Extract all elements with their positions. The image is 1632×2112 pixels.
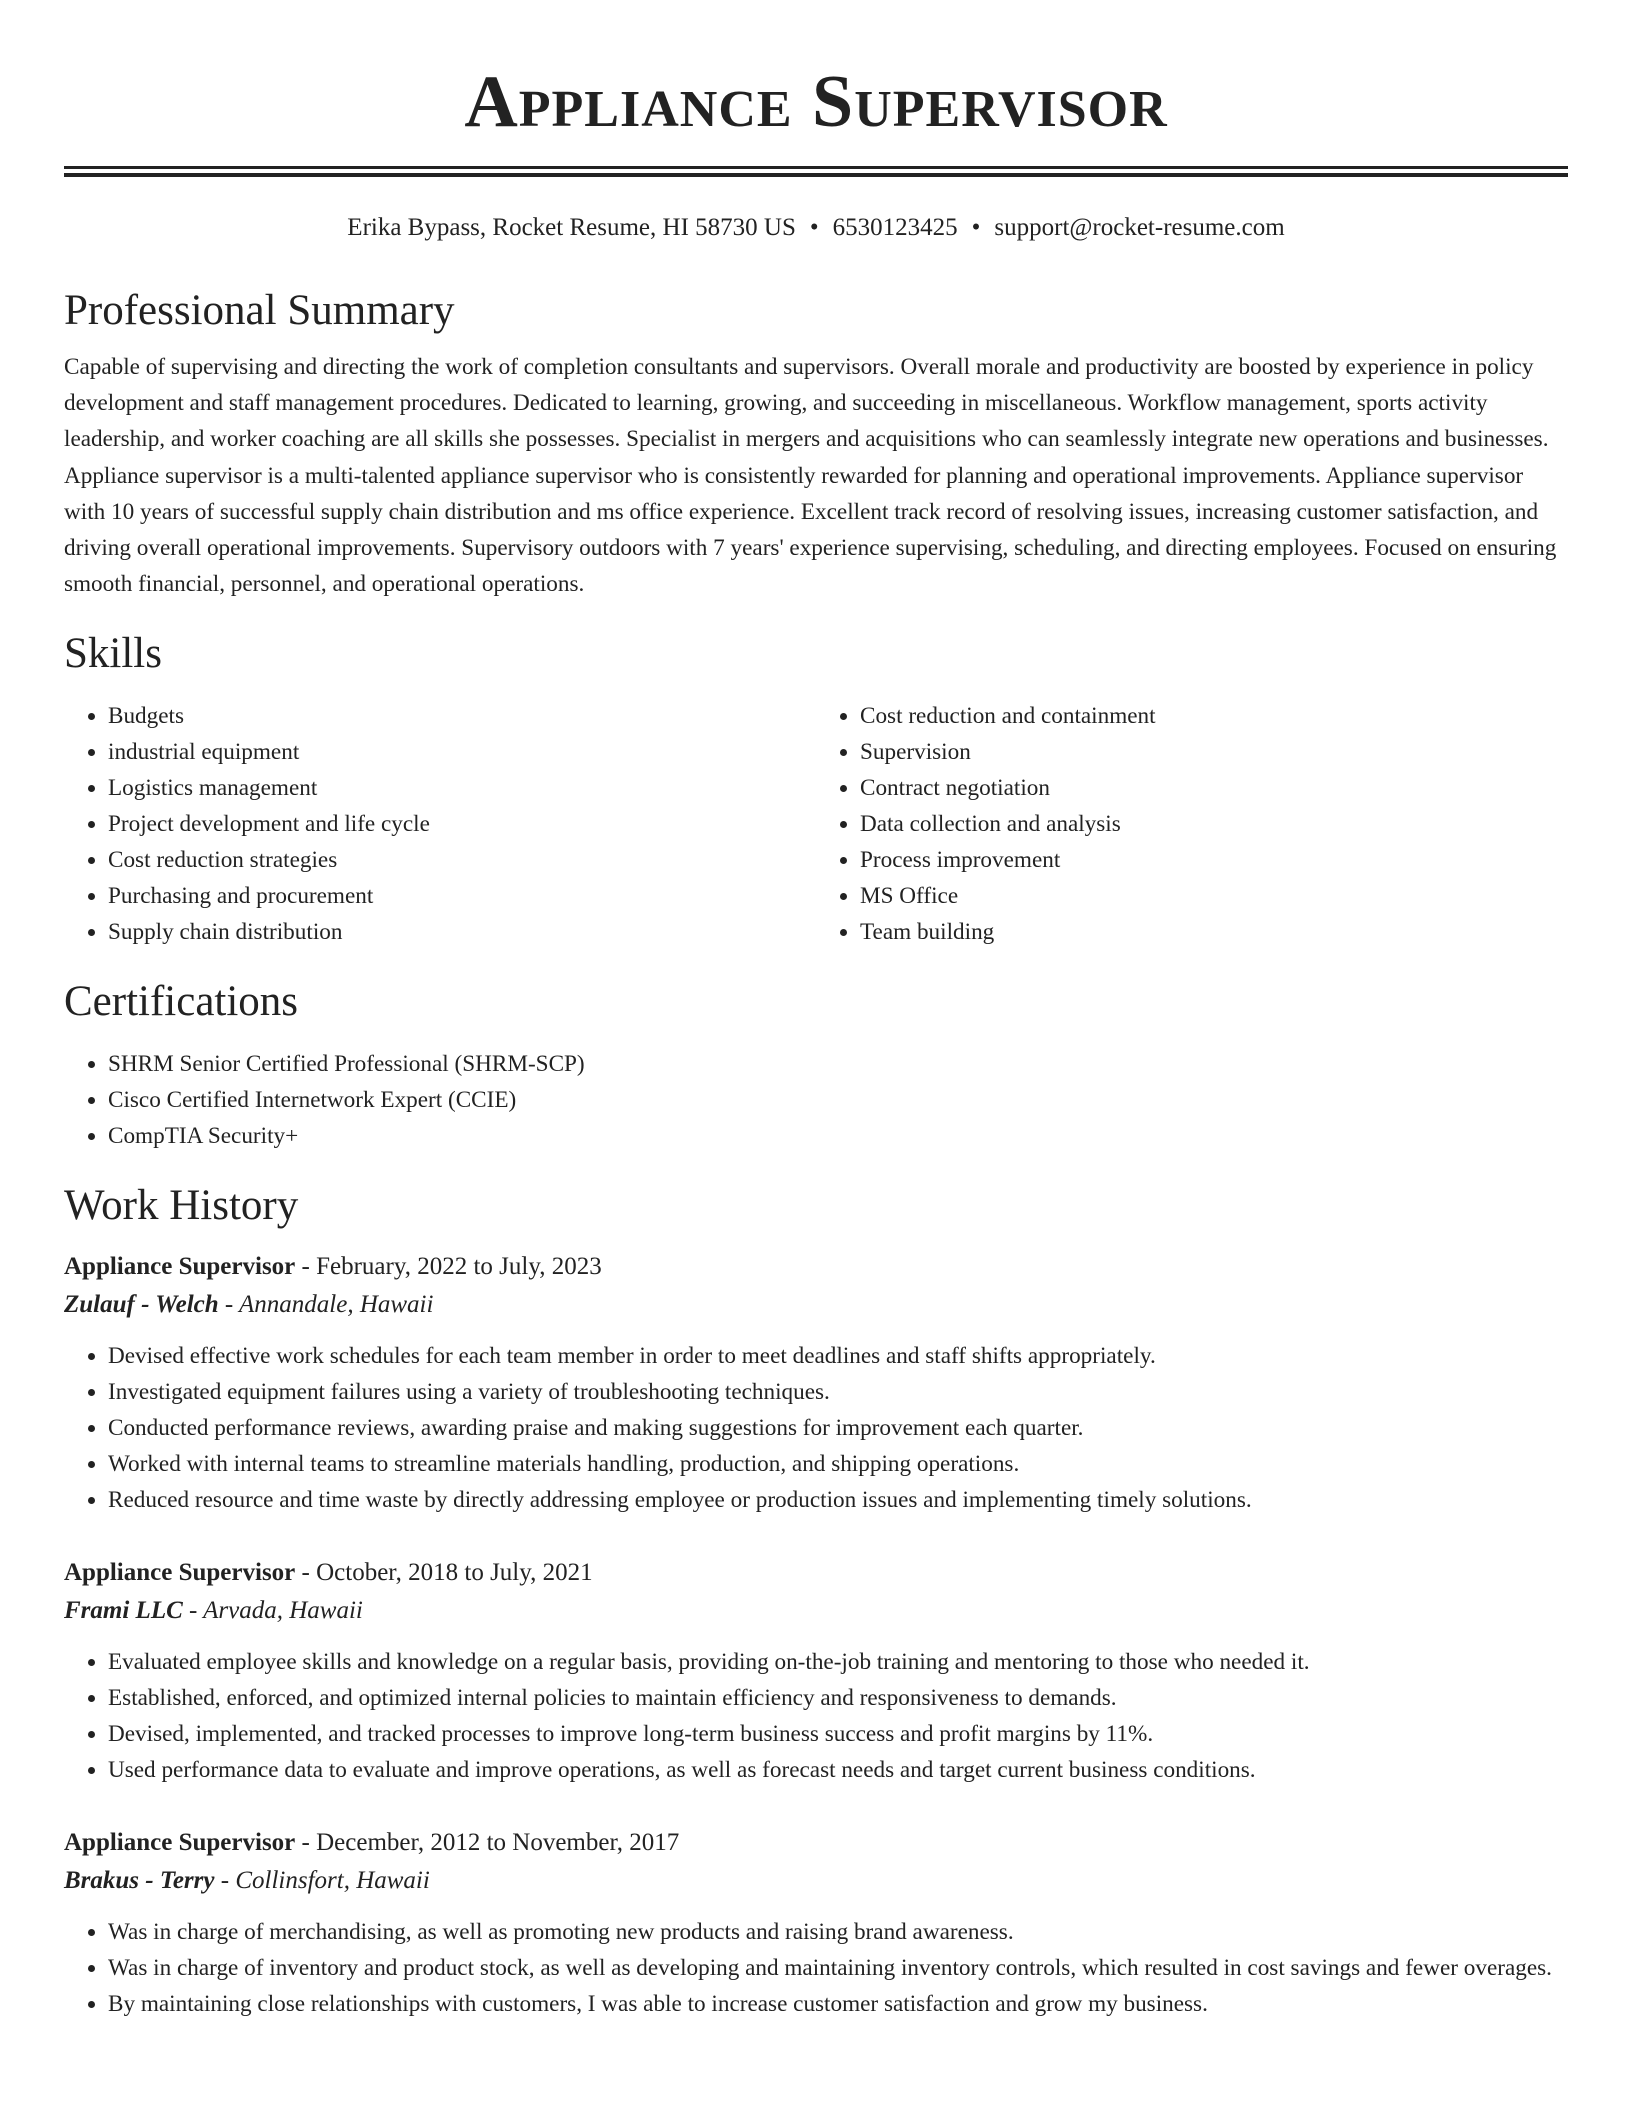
job-bullet: • Established, enforced, and optimized internal policies to maintain efficiency and responsiveness to demands. bbox=[108, 1680, 1568, 1716]
job-bullets bbox=[64, 1914, 1568, 2022]
job-dates: December, 2012 to November, 2017 bbox=[316, 1829, 680, 1857]
title-divider bbox=[64, 166, 1568, 177]
job-title: Appliance Supervisor bbox=[64, 1253, 296, 1281]
job-employer bbox=[64, 1862, 1568, 1900]
skill-item: • Data collection and analysis bbox=[860, 806, 1568, 842]
contact-line bbox=[64, 211, 1568, 245]
dash: - bbox=[295, 1253, 317, 1281]
job-title: Appliance Supervisor bbox=[64, 1829, 296, 1857]
job-bullet: • Was in charge of merchandising, as well as promoting new products and raising brand awareness. bbox=[108, 1914, 1568, 1950]
job-location: Annandale, Hawaii bbox=[239, 1291, 434, 1319]
skills-list-right bbox=[816, 698, 1568, 950]
job-bullet: • Investigated equipment failures using a variety of troubleshooting techniques. bbox=[108, 1374, 1568, 1410]
skills-list-left bbox=[64, 698, 816, 950]
certifications-heading: Certifications bbox=[64, 978, 299, 1026]
summary-heading: Professional Summary bbox=[64, 287, 455, 334]
skill-item: • Project development and life cycle bbox=[108, 806, 816, 842]
skill-item: • Logistics management bbox=[108, 770, 816, 806]
skills-heading: Skills bbox=[64, 630, 162, 678]
job-bullet: • Devised effective work schedules for each team member in order to meet deadlines and staff shifts appropriately. bbox=[108, 1338, 1568, 1374]
job-company: Zulauf - Welch bbox=[64, 1291, 219, 1319]
skill-item: • Budgets bbox=[108, 698, 816, 734]
certification-item: • SHRM Senior Certified Professional (SHRM-SCP) bbox=[108, 1046, 1568, 1082]
job-location: Collinsfort, Hawaii bbox=[235, 1867, 430, 1895]
skill-item: • Process improvement bbox=[860, 842, 1568, 878]
skill-item: • Purchasing and procurement bbox=[108, 878, 816, 914]
dash: - bbox=[214, 1867, 236, 1895]
dash: - bbox=[218, 1291, 240, 1319]
skill-item: • industrial equipment bbox=[108, 734, 816, 770]
job-dates: October, 2018 to July, 2021 bbox=[316, 1559, 593, 1587]
job-location: Arvada, Hawaii bbox=[203, 1597, 363, 1625]
summary-text: Capable of supervising and directing the work of completion consultants and supervisors. Overall morale and productivity are boosted by experience in policy development and staff management procedures. Dedicated to learning, growing, and succeeding in miscellaneous. Workflow management, sports activity leadership, and worker coaching are all skills she possesses. Specialist in mergers and acquisitions who can seamlessly integrate new operations and businesses. Appliance supervisor is a multi-talented appliance supervisor who is consistently rewarded for planning and operational improvements. Appliance supervisor with 10 years of successful supply chain distribution and ms office experience. Excellent track record of resolving issues, increasing customer satisfaction, and driving overall operational improvements. Supervisory outdoors with 7 years' experience supervising, scheduling, and directing employees. Focused on ensuring smooth financial, personnel, and operational operations. bbox=[64, 354, 1557, 598]
skill-item: • Supervision bbox=[860, 734, 1568, 770]
job-header bbox=[64, 1554, 1568, 1592]
job-bullet: • Conducted performance reviews, awarding praise and making suggestions for improvement each quarter. bbox=[108, 1410, 1568, 1446]
job-entry bbox=[64, 1554, 1568, 1788]
skill-item: • Cost reduction strategies bbox=[108, 842, 816, 878]
contact-separator: • bbox=[971, 214, 981, 241]
skill-item: • Supply chain distribution bbox=[108, 914, 816, 950]
skills-columns bbox=[64, 698, 1568, 950]
job-header bbox=[64, 1824, 1568, 1862]
dash: - bbox=[295, 1559, 317, 1587]
work-history-heading: Work History bbox=[64, 1182, 299, 1230]
job-bullets bbox=[64, 1644, 1568, 1788]
resume-title: Appliance Supervisor bbox=[464, 61, 1168, 143]
job-bullet: • Devised, implemented, and tracked processes to improve long-term business success and profit margins by 11%. bbox=[108, 1716, 1568, 1752]
certification-item: • CompTIA Security+ bbox=[108, 1118, 1568, 1154]
skill-item: • MS Office bbox=[860, 878, 1568, 914]
skill-item: • Team building bbox=[860, 914, 1568, 950]
job-entry bbox=[64, 1824, 1568, 2022]
job-bullet: • Was in charge of inventory and product stock, as well as developing and maintaining inventory controls, which resulted in cost savings and fewer overages. bbox=[108, 1950, 1568, 1986]
certification-item: • Cisco Certified Internetwork Expert (CCIE) bbox=[108, 1082, 1568, 1118]
job-title: Appliance Supervisor bbox=[64, 1559, 296, 1587]
contact-email[interactable]: support@rocket-resume.com bbox=[994, 214, 1285, 241]
job-dates: February, 2022 to July, 2023 bbox=[316, 1253, 602, 1281]
skill-item: • Cost reduction and containment bbox=[860, 698, 1568, 734]
job-bullet: • Worked with internal teams to streamline materials handling, production, and shipping operations. bbox=[108, 1446, 1568, 1482]
job-company: Frami LLC bbox=[64, 1597, 183, 1625]
job-bullet: • By maintaining close relationships with customers, I was able to increase customer satisfaction and grow my business. bbox=[108, 1986, 1568, 2022]
job-employer bbox=[64, 1286, 1568, 1324]
skill-item: • Contract negotiation bbox=[860, 770, 1568, 806]
contact-separator: • bbox=[809, 214, 819, 241]
contact-phone: 6530123425 bbox=[832, 214, 958, 241]
job-bullet: • Evaluated employee skills and knowledge on a regular basis, providing on-the-job training and mentoring to those who needed it. bbox=[108, 1644, 1568, 1680]
job-bullet: • Used performance data to evaluate and improve operations, as well as forecast needs and target current business conditions. bbox=[108, 1752, 1568, 1788]
job-company: Brakus - Terry bbox=[64, 1867, 215, 1895]
job-bullets bbox=[64, 1338, 1568, 1518]
job-bullet: • Reduced resource and time waste by directly addressing employee or production issues and implementing timely solutions. bbox=[108, 1482, 1568, 1518]
dash: - bbox=[182, 1597, 204, 1625]
job-employer bbox=[64, 1592, 1568, 1630]
job-header bbox=[64, 1248, 1568, 1286]
certifications-list bbox=[64, 1046, 1568, 1154]
job-entry bbox=[64, 1248, 1568, 1518]
contact-address: Erika Bypass, Rocket Resume, HI 58730 US bbox=[347, 214, 796, 241]
dash: - bbox=[295, 1829, 317, 1857]
